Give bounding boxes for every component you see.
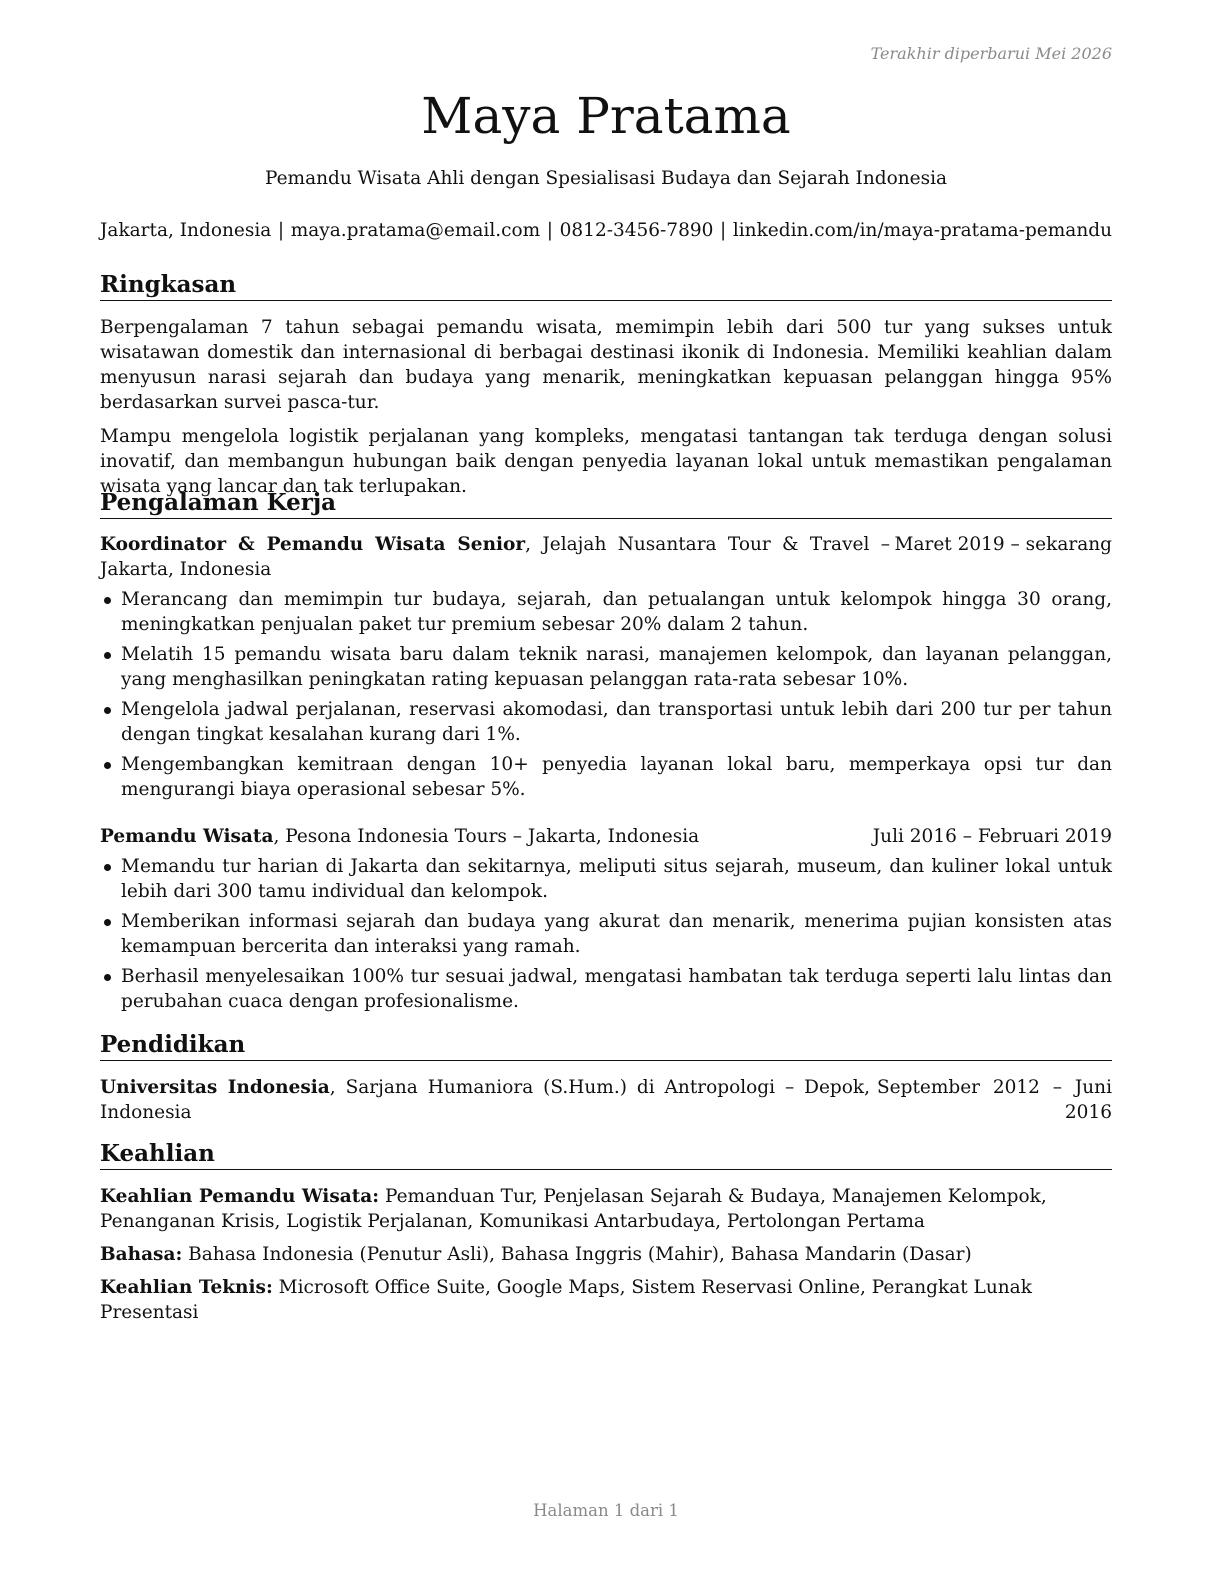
job-dates: Maret 2019 – sekarang [894,534,1112,555]
last-updated-note: Terakhir diperbarui Mei 2026 [870,44,1112,63]
section-heading: Pengalaman Kerja [100,488,1112,519]
job-entry [100,824,1112,1014]
page-footer: Halaman 1 dari 1 [533,1501,679,1520]
skill-label: Keahlian Pemandu Wisata: [100,1186,380,1207]
skill-label: Keahlian Teknis: [100,1277,273,1298]
skill-value: Microsoft Office Suite, Google Maps, Sistem Reservasi Online, Perangkat Lunak Presentasi [100,1277,1032,1323]
skill-label: Bahasa: [100,1244,183,1265]
education-degree: , Sarjana Humaniora (S.Hum.) di Antropologi – Depok, Indonesia [100,1077,870,1123]
education-school: Universitas Indonesia [100,1077,330,1098]
job-title-line [100,532,890,582]
job-company: , Jelajah Nusantara Tour & Travel – Jakarta, Indonesia [100,534,890,580]
section-heading: Pendidikan [100,1030,1112,1061]
contact-location: Jakarta, Indonesia [100,220,272,241]
tagline: Pemandu Wisata Ahli dengan Spesialisasi Budaya dan Sejarah Indonesia [264,168,948,189]
section-heading: Keahlian [100,1139,1112,1170]
job-company: , Pesona Indonesia Tours – Jakarta, Indonesia [273,826,700,847]
education-entry [100,1075,1112,1125]
skill-row [100,1184,1118,1234]
job-entry [100,532,1112,802]
contact-separator: | [720,220,727,241]
summary-section [100,270,1112,499]
list-item: Memandu tur harian di Jakarta dan sekitarnya, meliputi situs sejarah, museum, dan kuliner lokal untuk lebih dari 300 tamu individual dan kelompok. [100,854,1112,904]
skill-value: Bahasa Indonesia (Penutur Asli), Bahasa Inggris (Mahir), Bahasa Mandarin (Dasar) [182,1244,972,1265]
summary-paragraph: Berpengalaman 7 tahun sebagai pemandu wisata, memimpin lebih dari 500 tur yang sukses untuk wisatawan domestik dan internasional di berbagai destinasi ikonik di Indonesia. Memiliki keahlian dalam menyusun narasi sejarah dan budaya yang menarik, meningkatkan kepuasan pelanggan hingga 95% berdasarkan survei pasca-tur. [100,317,1112,413]
contact-phone: 0812-3456-7890 [559,220,714,241]
contact-separator: | [277,220,285,241]
contact-linkedin[interactable]: linkedin.com/in/maya-pratama-pemandu [732,220,1112,241]
contact-separator: | [546,220,554,241]
list-item: Merancang dan memimpin tur budaya, sejarah, dan petualangan untuk kelompok hingga 30 orang, meningkatkan penjualan paket tur premium sebesar 20% dalam 2 tahun. [100,587,1112,637]
list-item: Berhasil menyelesaikan 100% tur sesuai jadwal, mengatasi hambatan tak terduga seperti lalu lintas dan perubahan cuaca dengan profesionalisme. [100,964,1112,1014]
job-title-line [100,824,699,849]
job-dates: Juli 2016 – Februari 2019 [872,826,1112,847]
skill-value: Pemanduan Tur, Penjelasan Sejarah & Budaya, Manajemen Kelompok, Penanganan Krisis, Logistik Perjalanan, Komunikasi Antarbudaya, Pertolongan Pertama [100,1186,1047,1232]
job-bullets [100,587,1112,802]
job-role: Koordinator & Pemandu Wisata Senior [100,534,526,555]
job-header [100,824,1112,849]
job-header [100,532,1112,582]
education-title-line [100,1075,870,1125]
education-dates: September 2012 – Juni 2016 [877,1077,1112,1123]
experience-section [100,488,1112,1014]
education-section [100,1030,1112,1125]
summary-paragraph: Mampu mengelola logistik perjalanan yang kompleks, mengatasi tantangan tak terduga dengan solusi inovatif, dan membangun hubungan baik dengan penyedia layanan lokal untuk memastikan pengalaman wisata yang lancar dan tak terlupakan. [100,426,1112,497]
job-role: Pemandu Wisata [100,826,274,847]
section-heading: Ringkasan [100,270,1112,301]
list-item: Mengembangkan kemitraan dengan 10+ penyedia layanan lokal baru, memperkaya opsi tur dan mengurangi biaya operasional sebesar 5%. [100,752,1112,802]
list-item: Mengelola jadwal perjalanan, reservasi akomodasi, dan transportasi untuk lebih dari 200 tur per tahun dengan tingkat kesalahan kurang dari 1%. [100,697,1112,747]
resume-page [100,0,1112,1584]
contact-line [100,219,1112,243]
list-item: Memberikan informasi sejarah dan budaya yang akurat dan menarik, menerima pujian konsisten atas kemampuan bercerita dan interaksi yang ramah. [100,909,1112,959]
job-bullets [100,854,1112,1014]
list-item: Melatih 15 pemandu wisata baru dalam teknik narasi, manajemen kelompok, dan layanan pelanggan, yang menghasilkan peningkatan rating kepuasan pelanggan rata-rata sebesar 10%. [100,642,1112,692]
skill-row [100,1275,1112,1325]
contact-email[interactable]: maya.pratama@email.com [290,220,541,241]
skill-row [100,1242,1112,1267]
candidate-name: Maya Pratama [421,87,791,145]
skills-section [100,1139,1112,1325]
